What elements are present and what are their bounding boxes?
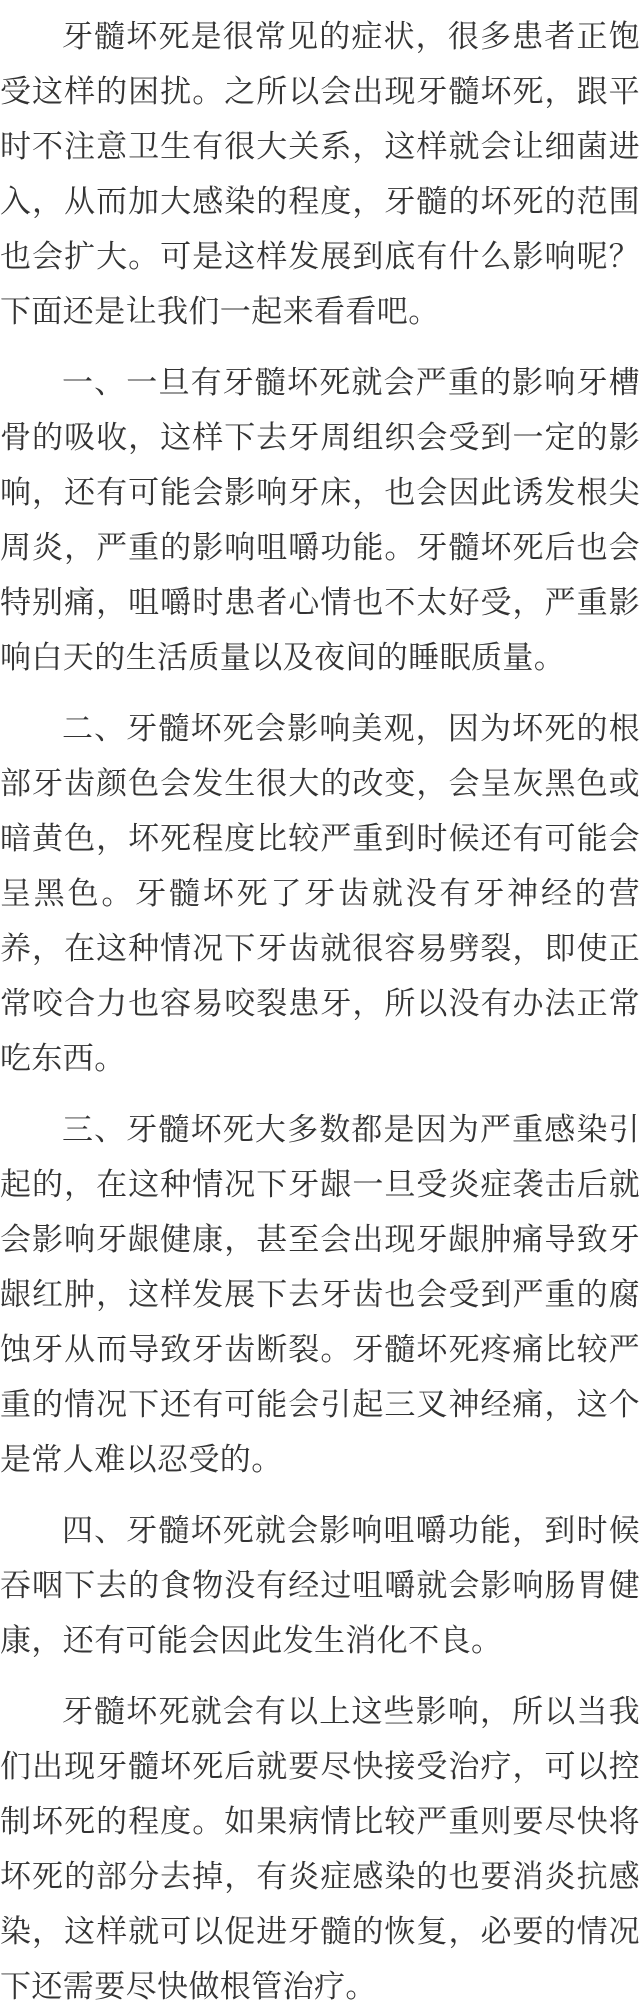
paragraph-point-4: 四、牙髓坏死就会影响咀嚼功能，到时候吞咽下去的食物没有经过咀嚼就会影响肠胃健康，还有可能会因此发生消化不良。: [0, 1513, 640, 1659]
paragraph-point-3: 三、牙髓坏死大多数都是因为严重感染引起的，在这种情况下牙龈一旦受炎症袭击后就会影响牙龈健康，甚至会出现牙龈肿痛导致牙龈红肿，这样发展下去牙齿也会受到严重的腐蚀牙从而导致牙齿断裂。牙髓坏死疼痛比较严重的情况下还有可能会引起三叉神经痛，这个是常人难以忍受的。: [0, 1112, 640, 1478]
paragraph-point-2: 二、牙髓坏死会影响美观，因为坏死的根部牙齿颜色会发生很大的改变，会呈灰黑色或暗黄色，坏死程度比较严重到时候还有可能会呈黑色。牙髓坏死了牙齿就没有牙神经的营养，在这种情况下牙齿就很容易劈裂，即使正常咬合力也容易咬裂患牙，所以没有办法正常吃东西。: [0, 711, 640, 1077]
paragraph-conclusion: 牙髓坏死就会有以上这些影响，所以当我们出现牙髓坏死后就要尽快接受治疗，可以控制坏死的程度。如果病情比较严重则要尽快将坏死的部分去掉，有炎症感染的也要消炎抗感染，这样就可以促进牙髓的恢复，必要的情况下还需要尽快做根管治疗。: [0, 1694, 640, 2005]
paragraph-point-1: 一、一旦有牙髓坏死就会严重的影响牙槽骨的吸收，这样下去牙周组织会受到一定的影响，还有可能会影响牙床，也会因此诱发根尖周炎，严重的影响咀嚼功能。牙髓坏死后也会特别痛，咀嚼时患者心情也不太好受，严重影响白天的生活质量以及夜间的睡眠质量。: [0, 365, 640, 676]
paragraph-intro: 牙髓坏死是很常见的症状，很多患者正饱受这样的困扰。之所以会出现牙髓坏死，跟平时不注意卫生有很大关系，这样就会让细菌进入，从而加大感染的程度，牙髓的坏死的范围也会扩大。可是这样发展到底有什么影响呢？下面还是让我们一起来看看吧。: [0, 19, 640, 330]
